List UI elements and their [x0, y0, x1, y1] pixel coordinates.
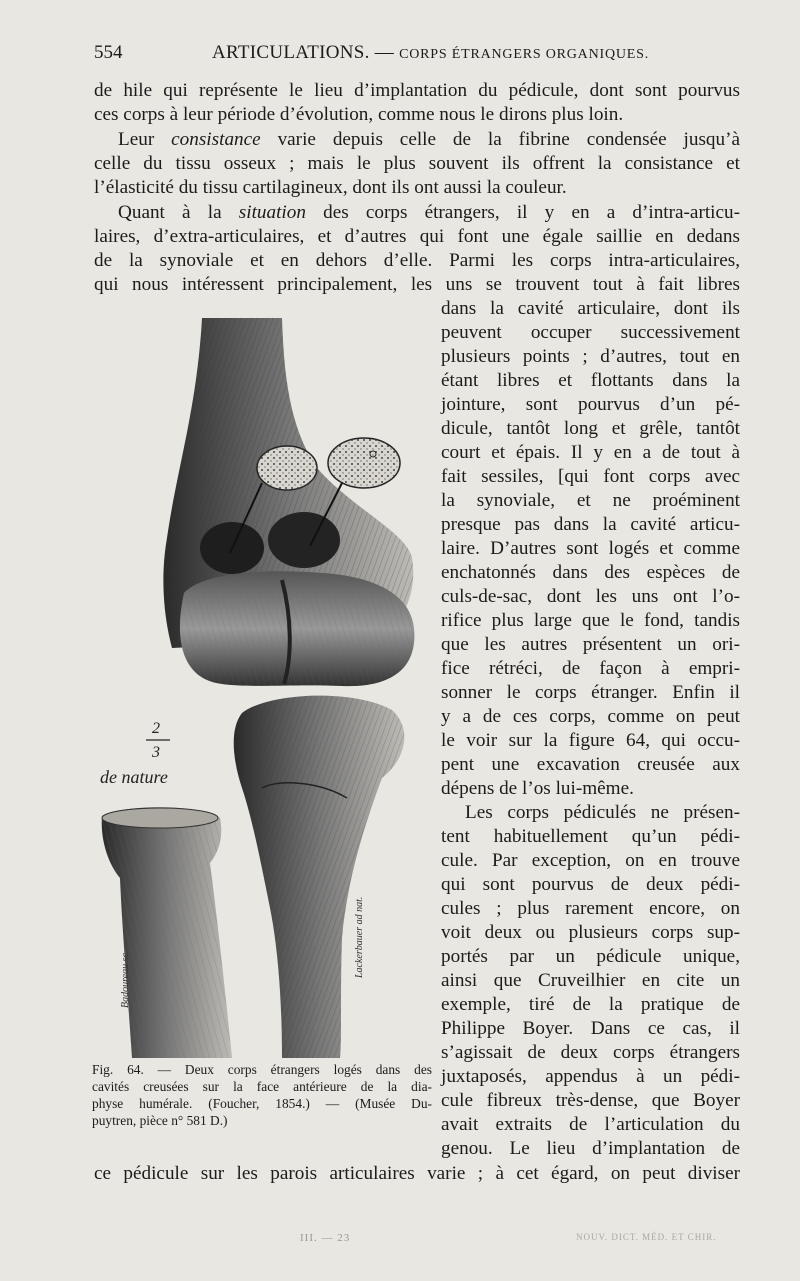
text-line: de la synoviale et en dehors d’elle. Parmi les corps intra-articulaires, — [94, 250, 740, 271]
text-line: fait sessiles, [qui font corps avec — [441, 466, 740, 487]
text-line: que les autres présentent un ori- — [441, 634, 740, 655]
text-line: ce pédicule sur les parois articulaires varie ; à cet égard, on peut diviser — [94, 1163, 740, 1184]
ulna-bone — [234, 696, 405, 1058]
signature-mark: III. — 23 — [300, 1232, 351, 1244]
text-line: enchatonnés dans des espèces de — [441, 562, 740, 583]
text-line: juxtaposés, appendus à un pédi- — [441, 1066, 740, 1087]
svg-text:2: 2 — [152, 720, 160, 737]
text-line: portés par un pédicule unique, — [441, 946, 740, 967]
text-line: jointure, sont pourvus d’un pé- — [441, 394, 740, 415]
text-line: tent habituellement qu’un pédi- — [441, 826, 740, 847]
text-line: Les corps pédiculés ne présen- — [465, 802, 740, 823]
svg-text:de nature: de nature — [100, 767, 168, 787]
text-line: plusieurs points ; d’autres, tout en — [441, 346, 740, 367]
text-line: ainsi que Cruveilhier en cite un — [441, 970, 740, 991]
caption-line: cavités creusées sur la face antérieure de la dia- — [92, 1079, 432, 1094]
text-line: sonner le corps étranger. Enfin il — [441, 682, 740, 703]
svg-text:3: 3 — [152, 744, 160, 761]
text-line: presque pas dans la cavité articu- — [441, 514, 740, 535]
text-line: dicule, tantôt long et grêle, tantôt — [441, 418, 740, 439]
figure-caption — [92, 1061, 432, 1129]
running-header — [94, 42, 740, 72]
radius-bone — [102, 807, 232, 1058]
text-line: de hile qui représente le lieu d’implantation du pédicule, dont sont pourvus — [94, 80, 740, 101]
text-line: avait extraits de l’articulation du — [441, 1114, 740, 1135]
text-line: l’élasticité du tissu cartilagineux, dont ils ont aussi la couleur. — [94, 177, 567, 198]
caption-line: puytren, pièce n° 581 D.) — [92, 1113, 228, 1128]
text-line: peuvent occuper successivement — [441, 322, 740, 343]
caption-line: Fig. 64. — Deux corps étrangers logés dans des — [92, 1062, 432, 1077]
text-line: rifice plus large que le fond, tandis — [441, 610, 740, 631]
text-line: laire. D’autres sont logés et comme — [441, 538, 740, 559]
text-line: culs-de-sac, dont les uns ont l’o- — [441, 586, 740, 607]
journal-mark: NOUV. DICT. MÉD. ET CHIR. — [576, 1232, 717, 1242]
text-line: exemple, tiré de la pratique de — [441, 994, 740, 1015]
text-line: laires, d’extra-articulaires, et d’autres qui font une égale saillie en dedans — [94, 226, 740, 247]
text-line: la synoviale, et ne proéminent — [441, 490, 740, 511]
text-line: cules ; plus rarement encore, on — [441, 898, 740, 919]
anatomical-engraving — [92, 318, 432, 1058]
scale-notation — [100, 720, 170, 787]
text-line: ces corps à leur période d’évolution, comme nous le dirons plus loin. — [94, 104, 624, 125]
text-line: Leur consistance varie depuis celle de la fibrine condensée jusqu’à — [118, 129, 741, 150]
text-line: qui nous intéressent principalement, les uns se trouvent tout à fait libres — [94, 274, 740, 295]
text-line: Philippe Boyer. Dans ce cas, il — [441, 1018, 740, 1039]
page-number: 554 — [94, 42, 123, 63]
text-line: Quant à la situation des corps étrangers, il y en a d’intra-articu- — [118, 202, 740, 223]
text-line: s’agissait de deux corps étrangers — [441, 1042, 740, 1063]
caption-line: physe humérale. (Foucher, 1854.) — (Musée Du- — [92, 1096, 432, 1111]
text-line: pent une excavation creusée aux — [441, 754, 740, 775]
humerus-bone — [163, 318, 414, 686]
text-line: genou. Le lieu d’implantation de — [441, 1138, 740, 1159]
text-line: dans la cavité articulaire, dont ils — [441, 298, 740, 319]
text-line: voit deux ou plusieurs corps sup- — [441, 922, 740, 943]
text-line: le voir sur la figure 64, qui occu- — [441, 730, 740, 751]
text-line: cule fibreux très-dense, que Boyer — [441, 1090, 740, 1111]
text-line: court et épais. Il y en a de tout à — [441, 442, 740, 463]
running-title: ARTICULATIONS. — CORPS ÉTRANGERS ORGANIQUES. — [212, 42, 650, 63]
text-line: fice rétréci, de façon à empri- — [441, 658, 740, 679]
text-line: cule. Par exception, on en trouve — [441, 850, 740, 871]
text-line: celle du tissu osseux ; mais le plus souvent ils offrent la consistance et — [94, 153, 740, 174]
artist-signature: Lackerbauer ad nat. — [354, 896, 365, 978]
text-line: étant libres et flottants dans la — [441, 370, 740, 391]
text-line: qui sont pourvus de deux pédi- — [441, 874, 740, 895]
engraver-signature: Badoureau sc. — [120, 950, 131, 1008]
text-line: dépens de l’os lui-même. — [441, 778, 634, 799]
text-line: y a de ces corps, comme on peut — [441, 706, 740, 727]
